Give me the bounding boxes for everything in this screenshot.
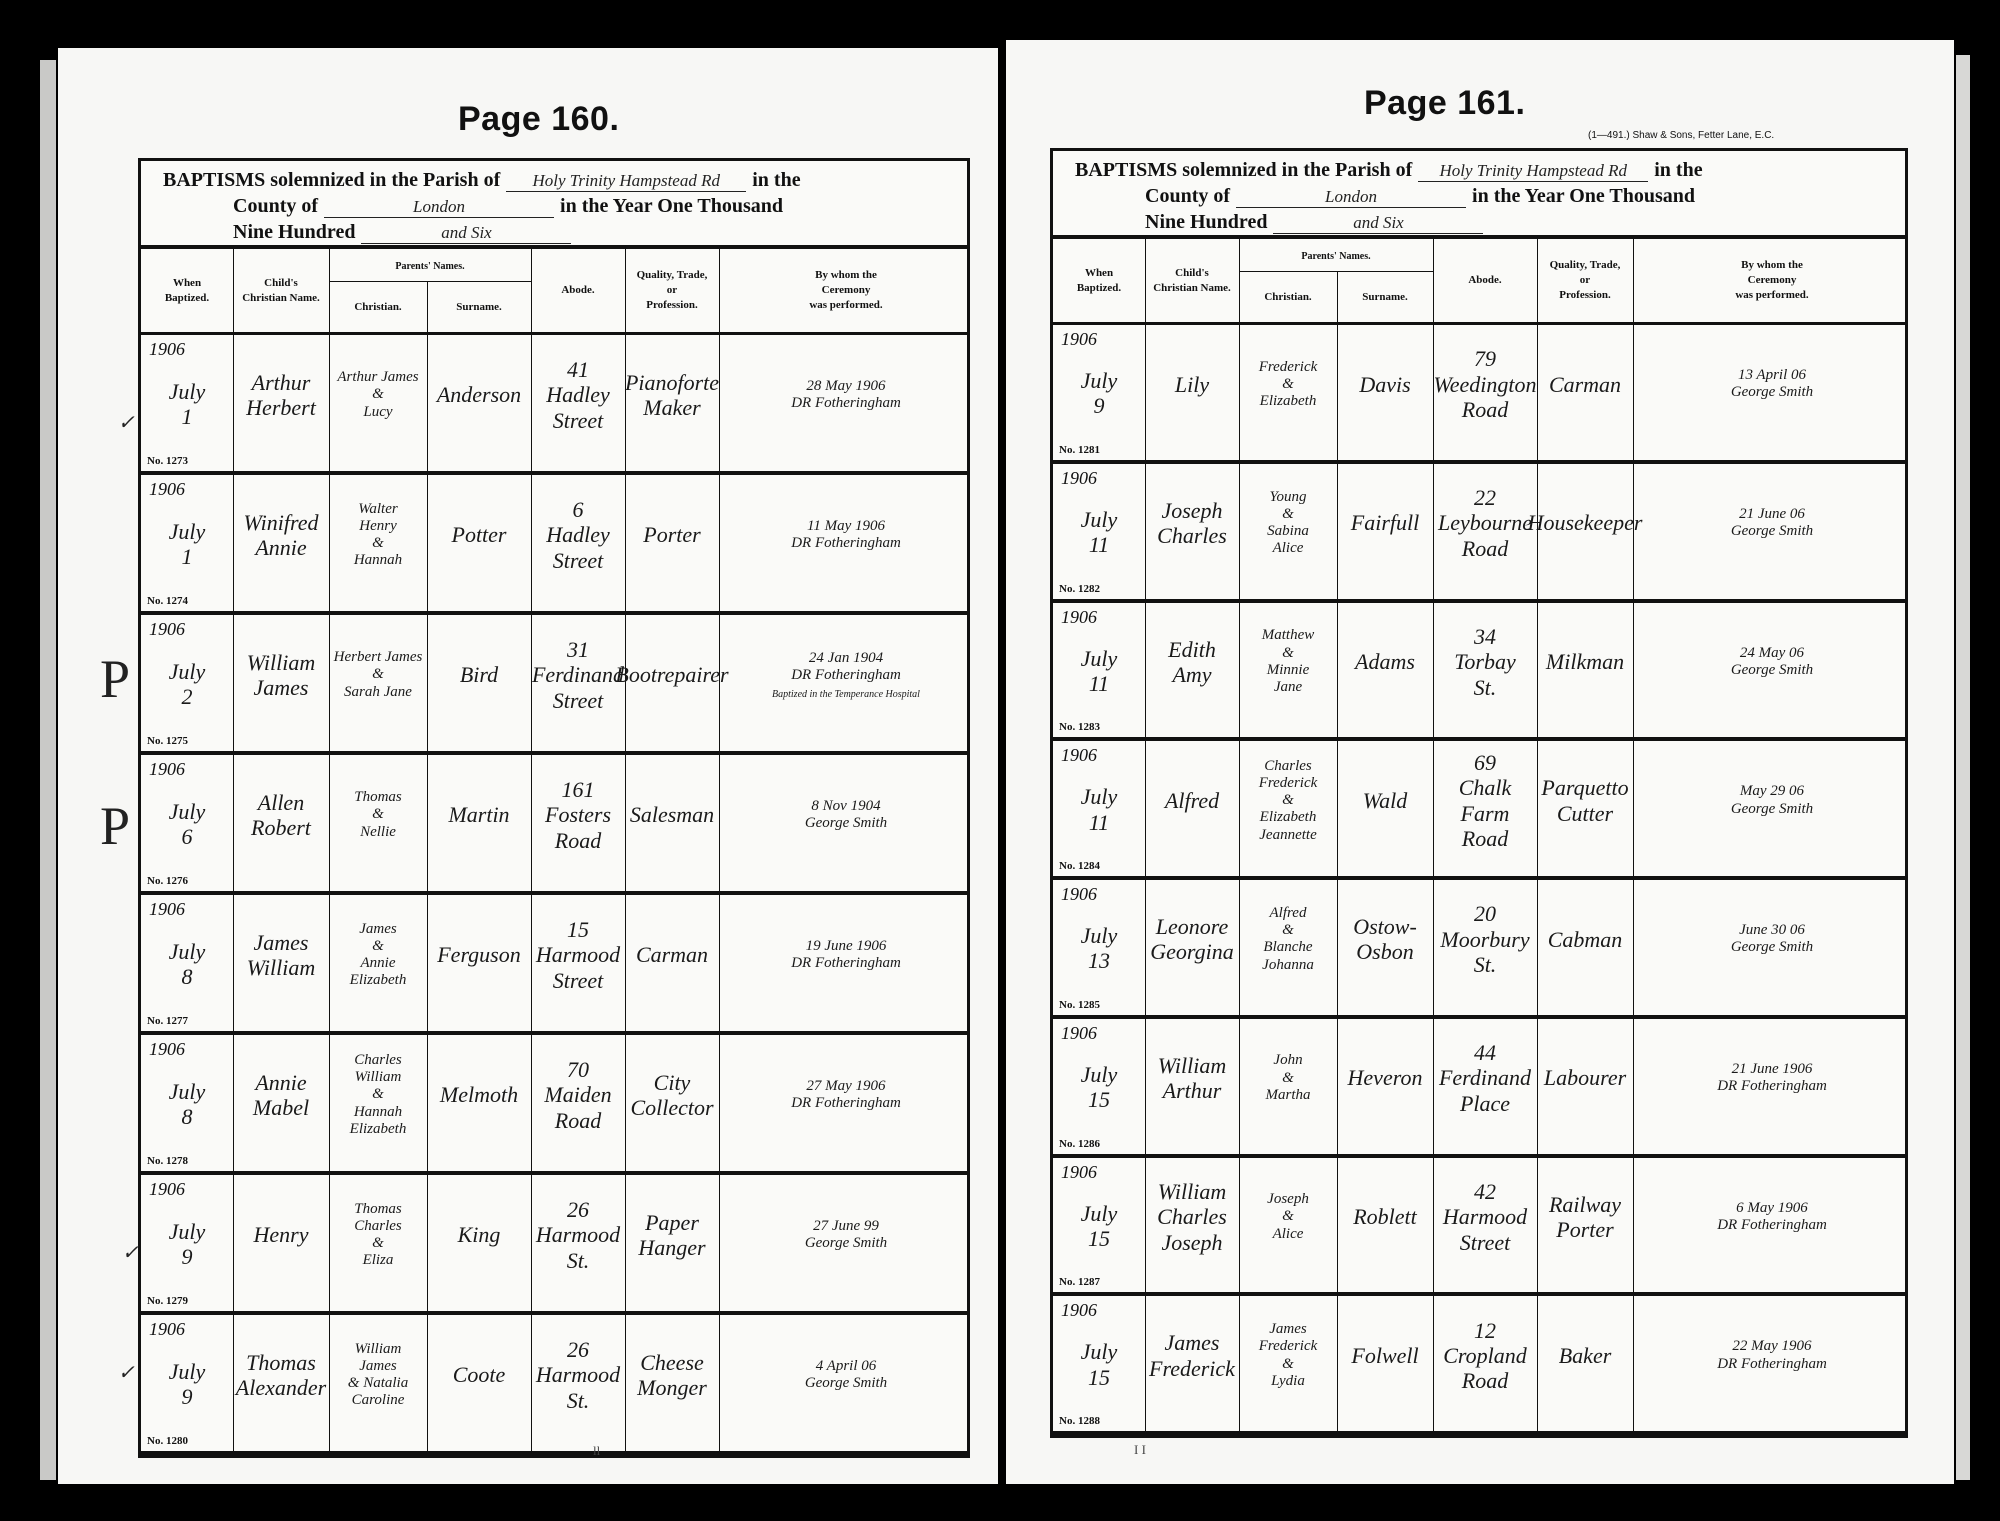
entry-number: No. 1278 [147, 1155, 188, 1167]
entry-year: 1906 [1061, 606, 1097, 627]
page-title: Page 161. [1364, 84, 1526, 122]
quality-trade: Cheese Monger [637, 1349, 707, 1400]
county-name: London [1236, 187, 1466, 208]
parents-surname: Davis [1359, 371, 1411, 397]
parents-christian-names: Thomas Charles & Eliza [354, 1200, 402, 1269]
parents-surname: Roblett [1353, 1204, 1417, 1230]
register-entry [1053, 741, 1905, 880]
entry-year: 1906 [149, 759, 185, 779]
parents-surname: Potter [451, 522, 507, 548]
heading-line-year [1145, 211, 1483, 234]
register-entry [141, 895, 967, 1035]
baptism-date: July 8 [168, 1078, 206, 1129]
officiating-minister: 4 April 06 George Smith [804, 1357, 888, 1391]
officiating-minister: 24 May 06 George Smith [1730, 644, 1814, 678]
entry-year: 1906 [149, 619, 185, 639]
quality-trade: Labourer [1543, 1065, 1627, 1091]
heading-line-parish [1075, 159, 1703, 182]
column-parents-names: Parents' Names. [329, 251, 531, 282]
quality-trade: Salesman [629, 802, 715, 828]
entry-number: No. 1279 [147, 1295, 188, 1307]
child-christian-name: Annie Mabel [252, 1069, 310, 1120]
baptism-date: July 15 [1080, 1339, 1118, 1390]
child-christian-name: Edith Amy [1168, 636, 1216, 687]
county-label: County of [1145, 185, 1231, 207]
parents-surname: Bird [459, 662, 499, 688]
quality-trade: City Collector [630, 1069, 714, 1120]
quality-trade: Baker [1558, 1342, 1612, 1368]
printer-imprint: (1—491.) Shaw & Sons, Fetter Lane, E.C. [1588, 130, 1775, 141]
register-entry [141, 755, 967, 895]
quality-trade: Milkman [1545, 649, 1625, 675]
baptism-date: July 8 [168, 938, 206, 989]
book-right-edge [1956, 55, 1970, 1480]
baptism-date: July 13 [1080, 923, 1118, 974]
abode: 42 Harmood Street [1442, 1178, 1528, 1255]
register-heading [141, 161, 967, 249]
year-value: and Six [361, 223, 571, 244]
parish-name: Holy Trinity Hampstead Rd [506, 171, 746, 192]
column-parents-surname: Surname. [1362, 291, 1408, 304]
entry-year: 1906 [149, 1179, 185, 1199]
baptism-date: July 11 [1080, 645, 1118, 696]
quality-trade: Carman [1548, 371, 1622, 397]
heading-prefix: BAPTISMS solemnized in the Parish of [1075, 159, 1413, 181]
abode: 44 Ferdinand Place [1438, 1040, 1532, 1116]
abode: 6 Hadley Street [546, 497, 610, 573]
baptism-date: July 11 [1080, 784, 1118, 835]
register-entry [141, 615, 967, 755]
baptism-date: July 6 [168, 798, 206, 849]
officiating-minister: 8 Nov 1904 George Smith [804, 797, 888, 831]
register-entry [1053, 1296, 1905, 1435]
parents-surname: Anderson [436, 382, 522, 408]
parents-christian-names: Joseph & Alice [1267, 1191, 1309, 1242]
entry-year: 1906 [149, 1039, 185, 1059]
abode: 31 Ferdinand Street [531, 637, 625, 713]
baptism-date: July 15 [1080, 1200, 1118, 1251]
quality-trade: Paper Hanger [638, 1209, 706, 1260]
entry-number: No. 1283 [1059, 721, 1100, 734]
parents-surname: King [457, 1222, 501, 1248]
officiating-minister: 11 May 1906 DR Fotheringham [791, 517, 901, 551]
column-headings [1053, 239, 1905, 325]
parents-surname: Adams [1355, 649, 1415, 675]
officiating-minister: 27 June 99 George Smith [804, 1217, 888, 1251]
child-christian-name: Winifred Annie [243, 509, 319, 560]
register-entry [1053, 325, 1905, 464]
page-title: Page 160. [458, 100, 620, 138]
abode: 79 Weedington Road [1433, 346, 1537, 423]
entry-number: No. 1288 [1059, 1415, 1100, 1427]
parents-surname: Martin [448, 802, 510, 828]
parents-christian-names: James Frederick & Lydia [1258, 1321, 1318, 1389]
parents-surname: Melmoth [439, 1082, 519, 1108]
heading-line-county [233, 195, 783, 218]
child-christian-name: Joseph Charles [1157, 497, 1227, 549]
baptism-date: July 9 [1080, 368, 1118, 419]
parents-christian-names: Frederick & Elizabeth [1258, 358, 1318, 409]
child-christian-name: James Frederick [1149, 1330, 1235, 1381]
parents-christian-names: John & Martha [1265, 1052, 1311, 1103]
baptism-register-table [138, 158, 970, 1458]
register-page-right [1006, 40, 1954, 1484]
entry-number: No. 1286 [1059, 1137, 1100, 1150]
officiating-minister: May 29 06 George Smith [1730, 783, 1814, 817]
register-entry [1053, 1019, 1905, 1158]
abode: 41 Hadley Street [546, 357, 610, 433]
entry-number: No. 1276 [147, 875, 188, 887]
abode: 20 Moorbury St. [1440, 901, 1530, 978]
parents-surname: Heveron [1347, 1065, 1423, 1091]
year-label: in the Year One Thousand [560, 195, 784, 217]
parents-christian-names: Alfred & Blanche Johanna [1262, 904, 1314, 973]
abode: 22 Leybourne Road [1437, 485, 1533, 561]
column-headings [141, 249, 967, 335]
column-by-whom: By whom the Ceremony was performed. [1735, 259, 1809, 301]
entry-number: No. 1284 [1059, 860, 1100, 872]
parents-surname: Wald [1362, 787, 1408, 813]
margin-letter-p: P [100, 649, 131, 709]
margin-tick: ✓ [122, 1242, 139, 1264]
baptism-date: July 9 [168, 1358, 206, 1409]
register-heading [1053, 151, 1905, 239]
child-christian-name: Alfred [1164, 787, 1220, 813]
column-child-name: Child's Christian Name. [242, 276, 320, 304]
page-footer-mark: I I [1134, 1442, 1146, 1457]
baptism-date: July 1 [168, 378, 206, 429]
quality-trade: Bootrepairer [615, 662, 729, 688]
baptism-date: July 2 [168, 658, 206, 709]
baptism-date: July 1 [168, 518, 206, 569]
column-child-name: Child's Christian Name. [1153, 266, 1231, 294]
entry-number: No. 1277 [147, 1015, 188, 1027]
heading-in-the: in the [752, 169, 801, 191]
register-entry [141, 1175, 967, 1315]
column-parents-surname: Surname. [456, 301, 502, 314]
officiating-minister: 21 June 1906 DR Fotheringham [1717, 1060, 1827, 1095]
quality-trade: Carman [635, 942, 709, 968]
margin-tick: ✓ [118, 1362, 135, 1384]
parents-christian-names: Herbert James & Sarah Jane [333, 649, 423, 700]
baptism-date: July 11 [1080, 506, 1118, 558]
register-page-left [58, 48, 998, 1484]
register-entry [1053, 880, 1905, 1019]
parents-surname: Folwell [1351, 1342, 1419, 1368]
abode: 15 Harmood Street [535, 917, 621, 993]
column-parents-christian: Christian. [1264, 291, 1312, 304]
officiating-minister [719, 615, 973, 735]
heading-line-county [1145, 185, 1695, 208]
column-quality-trade: Quality, Trade, or Profession. [636, 269, 708, 311]
hundred-label: Nine Hundred [1145, 211, 1268, 233]
entry-number: No. 1285 [1059, 998, 1100, 1011]
column-quality-trade: Quality, Trade, or Profession. [1549, 259, 1621, 301]
parents-christian-names: James & Annie Elizabeth [349, 920, 407, 989]
column-parents-names: Parents' Names. [1239, 241, 1433, 272]
parents-christian-names: Arthur James & Lucy [337, 369, 419, 420]
entry-year: 1906 [1061, 745, 1097, 766]
year-value: and Six [1273, 213, 1483, 234]
parents-christian-names: Thomas & Nellie [354, 789, 402, 840]
child-christian-name: Arthur Herbert [246, 369, 316, 420]
abode: 26 Harmood St. [535, 1337, 621, 1413]
child-christian-name: Allen Robert [251, 789, 311, 840]
baptism-date: July 9 [168, 1218, 206, 1269]
page-footer-mark: ll [593, 1443, 601, 1458]
column-abode: Abode. [561, 284, 595, 297]
abode: 34 Torbay St. [1454, 623, 1516, 700]
entry-year: 1906 [149, 1319, 185, 1339]
entry-year: 1906 [1061, 467, 1097, 488]
register-entry [1053, 603, 1905, 742]
entry-year: 1906 [149, 339, 185, 359]
heading-prefix: BAPTISMS solemnized in the Parish of [163, 169, 501, 191]
register-entry [1053, 464, 1905, 603]
abode: 26 Harmood St. [535, 1197, 621, 1273]
entry-number: No. 1275 [147, 735, 188, 747]
margin-letter-p: P [100, 796, 131, 856]
officiating-minister: 6 May 1906 DR Fotheringham [1717, 1199, 1827, 1233]
officiating-minister: 19 June 1906 DR Fotheringham [791, 937, 901, 971]
child-christian-name: William Charles Joseph [1157, 1178, 1227, 1255]
officiating-minister: 27 May 1906 DR Fotheringham [791, 1077, 901, 1111]
column-abode: Abode. [1468, 274, 1502, 287]
parents-surname: Fairfull [1350, 510, 1420, 536]
child-christian-name: Henry [253, 1222, 309, 1248]
parents-christian-names: Young & Sabina Alice [1267, 488, 1309, 557]
register-entry [141, 475, 967, 615]
entry-number: No. 1287 [1059, 1276, 1100, 1289]
officiating-minister: 22 May 1906 DR Fotheringham [1717, 1338, 1827, 1372]
minister-signature: 24 Jan 1904 DR Fotheringham [791, 650, 901, 684]
entry-year: 1906 [149, 899, 185, 919]
parents-christian-names: Walter Henry & Hannah [353, 500, 403, 569]
child-christian-name: Leonore Georgina [1150, 914, 1234, 965]
register-entry [141, 335, 967, 475]
officiating-minister: 13 April 06 George Smith [1730, 367, 1814, 401]
abode: 12 Cropland Road [1443, 1317, 1527, 1394]
heading-in-the: in the [1654, 159, 1703, 181]
county-label: County of [233, 195, 319, 217]
year-label: in the Year One Thousand [1472, 185, 1696, 207]
entry-number: No. 1281 [1059, 443, 1100, 456]
child-christian-name: William James [246, 649, 316, 700]
quality-trade: Pianoforte Maker [624, 369, 720, 420]
child-christian-name: Lily [1174, 371, 1210, 397]
county-name: London [324, 197, 554, 218]
entry-note: Baptized in the Temperance Hospital [772, 688, 920, 700]
heading-line-parish [163, 169, 801, 192]
book-left-edge [40, 60, 56, 1480]
column-when-baptized: When Baptized. [164, 276, 210, 304]
baptism-date: July 15 [1080, 1061, 1118, 1113]
column-parents-christian: Christian. [354, 301, 402, 314]
parents-surname: Ostow-Osbon [1353, 914, 1417, 965]
child-christian-name: William Arthur [1157, 1052, 1227, 1104]
abode: 70 Maiden Road [544, 1057, 612, 1133]
officiating-minister: June 30 06 George Smith [1730, 922, 1814, 956]
quality-trade: Porter [643, 522, 701, 548]
parents-surname: Ferguson [437, 942, 521, 968]
quality-trade: Cabman [1547, 926, 1623, 952]
abode: 69 Chalk Farm Road [1458, 750, 1512, 851]
quality-trade: Parquetto Cutter [1541, 775, 1629, 826]
register-entry [141, 1315, 967, 1455]
child-christian-name: James William [246, 929, 316, 980]
entry-year: 1906 [1061, 884, 1097, 904]
parents-christian-names: Charles William & Hannah Elizabeth [349, 1051, 407, 1137]
column-by-whom: By whom the Ceremony was performed. [809, 269, 883, 311]
parish-name: Holy Trinity Hampstead Rd [1418, 161, 1648, 182]
margin-tick: ✓ [118, 412, 135, 434]
hundred-label: Nine Hundred [233, 221, 356, 243]
parents-christian-names: Matthew & Minnie Jane [1261, 627, 1315, 696]
baptism-register-table [1050, 148, 1908, 1438]
entry-year: 1906 [1061, 1022, 1097, 1043]
entry-year: 1906 [1061, 329, 1097, 349]
quality-trade: Railway Porter [1548, 1191, 1622, 1242]
child-christian-name: Thomas Alexander [235, 1349, 327, 1400]
heading-line-year [233, 221, 571, 244]
entry-year: 1906 [149, 479, 185, 499]
parents-christian-names: Charles Frederick & Elizabeth Jeannette [1258, 757, 1318, 843]
parents-christian-names: William James & Natalia Caroline [347, 1340, 409, 1409]
quality-trade: Housekeeper [1527, 510, 1643, 536]
parents-surname: Coote [452, 1362, 506, 1388]
abode: 161 Fosters Road [545, 777, 611, 853]
entry-number: No. 1273 [147, 455, 188, 467]
entry-number: No. 1282 [1059, 582, 1100, 595]
entry-number: No. 1280 [147, 1435, 188, 1447]
entry-year: 1906 [1061, 1161, 1097, 1182]
officiating-minister: 28 May 1906 DR Fotheringham [791, 377, 901, 411]
register-entry [1053, 1158, 1905, 1297]
column-when-baptized: When Baptized. [1076, 266, 1122, 294]
entry-year: 1906 [1061, 1300, 1097, 1321]
officiating-minister: 21 June 06 George Smith [1730, 505, 1814, 540]
entry-number: No. 1274 [147, 595, 188, 607]
register-entry [141, 1035, 967, 1175]
